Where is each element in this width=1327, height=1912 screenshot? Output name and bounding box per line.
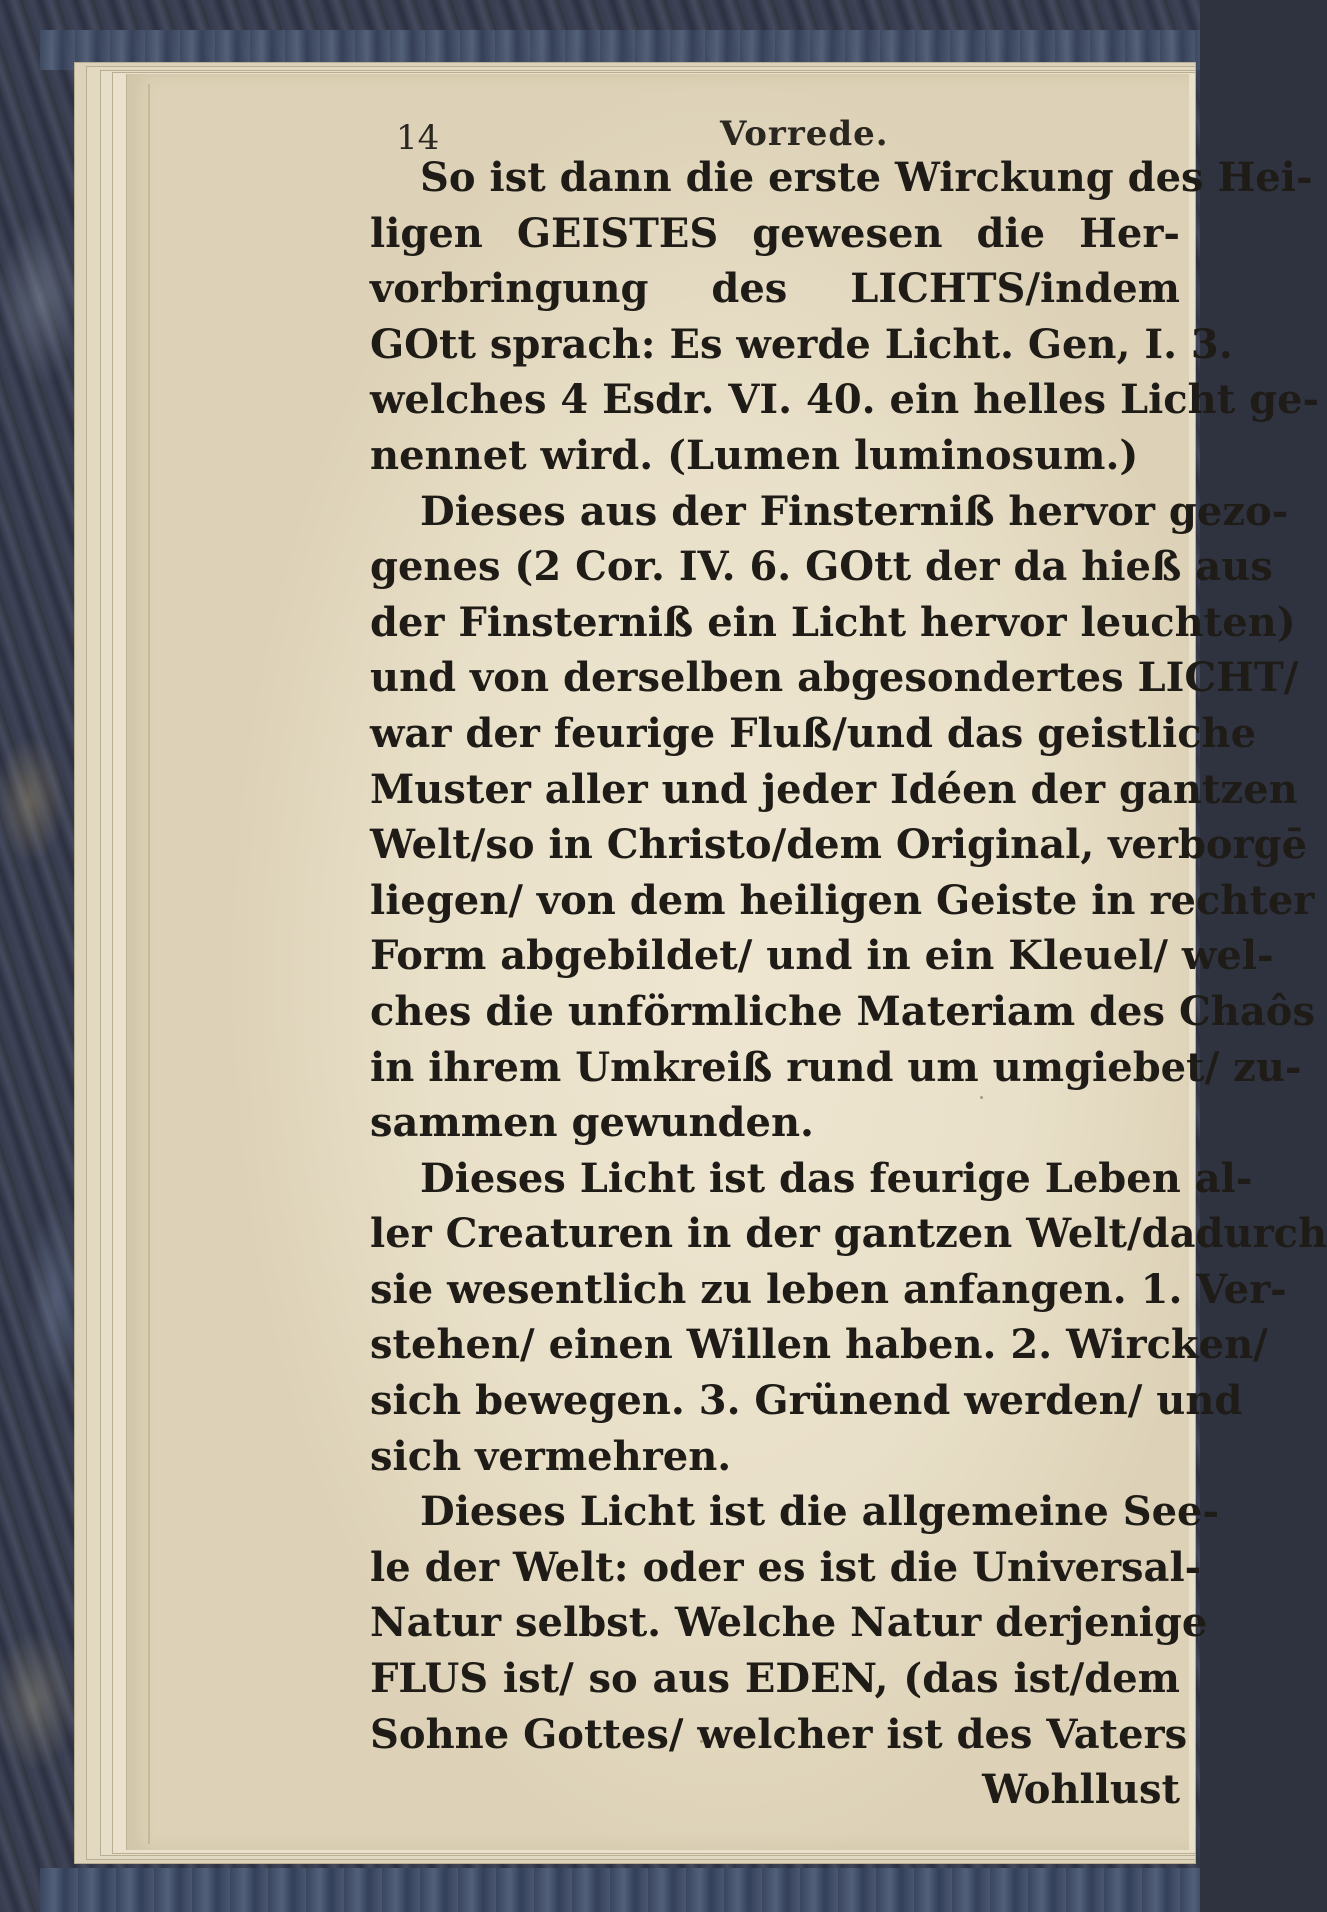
body-text	[370, 150, 1327, 1818]
text-line: Dieses aus der Finsterniß hervor gezo-	[420, 487, 1289, 535]
text-line: Form abgebildet/ und in ein Kleuel/ wel-	[370, 932, 1274, 980]
text-line: So ist dann die erste Wirckung des Hei-	[420, 154, 1313, 201]
paper-speck	[980, 1096, 983, 1099]
text-line: war der feurige Fluß/und das geistliche	[370, 709, 1257, 757]
text-line: Dieses Licht ist die allgemeine See-	[420, 1488, 1220, 1536]
text-line: sich bewegen. 3. Grünend werden/ und	[370, 1377, 1243, 1425]
text-line: Welt/so in Christo/dem Original, verborgē	[370, 821, 1308, 869]
text-line: sie wesentlich zu leben anfangen. 1. Ver-	[370, 1265, 1287, 1313]
text-line: der Finsterniß ein Licht hervor leuchten)	[370, 598, 1296, 646]
paper-speck	[700, 1740, 703, 1743]
text-line: Dieses Licht ist das feurige Leben al-	[420, 1154, 1253, 1202]
text-line: liegen/ von dem heiligen Geiste in rechter	[370, 876, 1315, 924]
text-line: ches die unförmliche Materiam des Chaôs	[370, 987, 1315, 1035]
text-line: genes (2 Cor. IV. 6. GOtt der da hieß aus	[370, 543, 1273, 591]
text-line: Muster aller und jeder Idéen der gantzen	[370, 765, 1298, 813]
running-head: Vorrede.	[720, 114, 889, 154]
text-line: Natur selbst. Welche Natur derjenige	[370, 1599, 1208, 1647]
text-line: ler Creaturen in der gantzen Welt/dadurch	[370, 1210, 1327, 1258]
text-line: sammen gewunden.	[370, 1099, 814, 1147]
text-line: vorbringung des LICHTS/indem	[370, 265, 1180, 313]
page-gutter	[148, 84, 150, 1844]
text-line: le der Welt: oder es ist die Universal-	[370, 1543, 1202, 1591]
cover-bottom-edge	[40, 1868, 1200, 1912]
catchword: Wohllust	[982, 1766, 1180, 1814]
paper-speck	[1120, 1224, 1123, 1227]
text-line: welches 4 Esdr. VI. 40. ein helles Licht ge-	[370, 376, 1320, 424]
text-line: ligen GEISTES gewesen die Her-	[370, 209, 1180, 257]
text-line: in ihrem Umkreiß rund um umgiebet/ zu-	[370, 1043, 1302, 1091]
text-line: Sohne Gottes/ welcher ist des Vaters	[370, 1710, 1188, 1758]
text-line: und von derselben abgesondertes LICHT/	[370, 654, 1299, 702]
text-line: nennet wird. (Lumen luminosum.)	[370, 431, 1139, 479]
text-line: FLUS ist/ so aus EDEN, (das ist/dem	[370, 1655, 1180, 1703]
text-line: GOtt sprach: Es werde Licht. Gen, I. 3.	[370, 320, 1233, 368]
text-line: sich vermehren.	[370, 1432, 732, 1480]
page-number: 14	[396, 118, 440, 158]
text-line: stehen/ einen Willen haben. 2. Wircken/	[370, 1321, 1268, 1369]
